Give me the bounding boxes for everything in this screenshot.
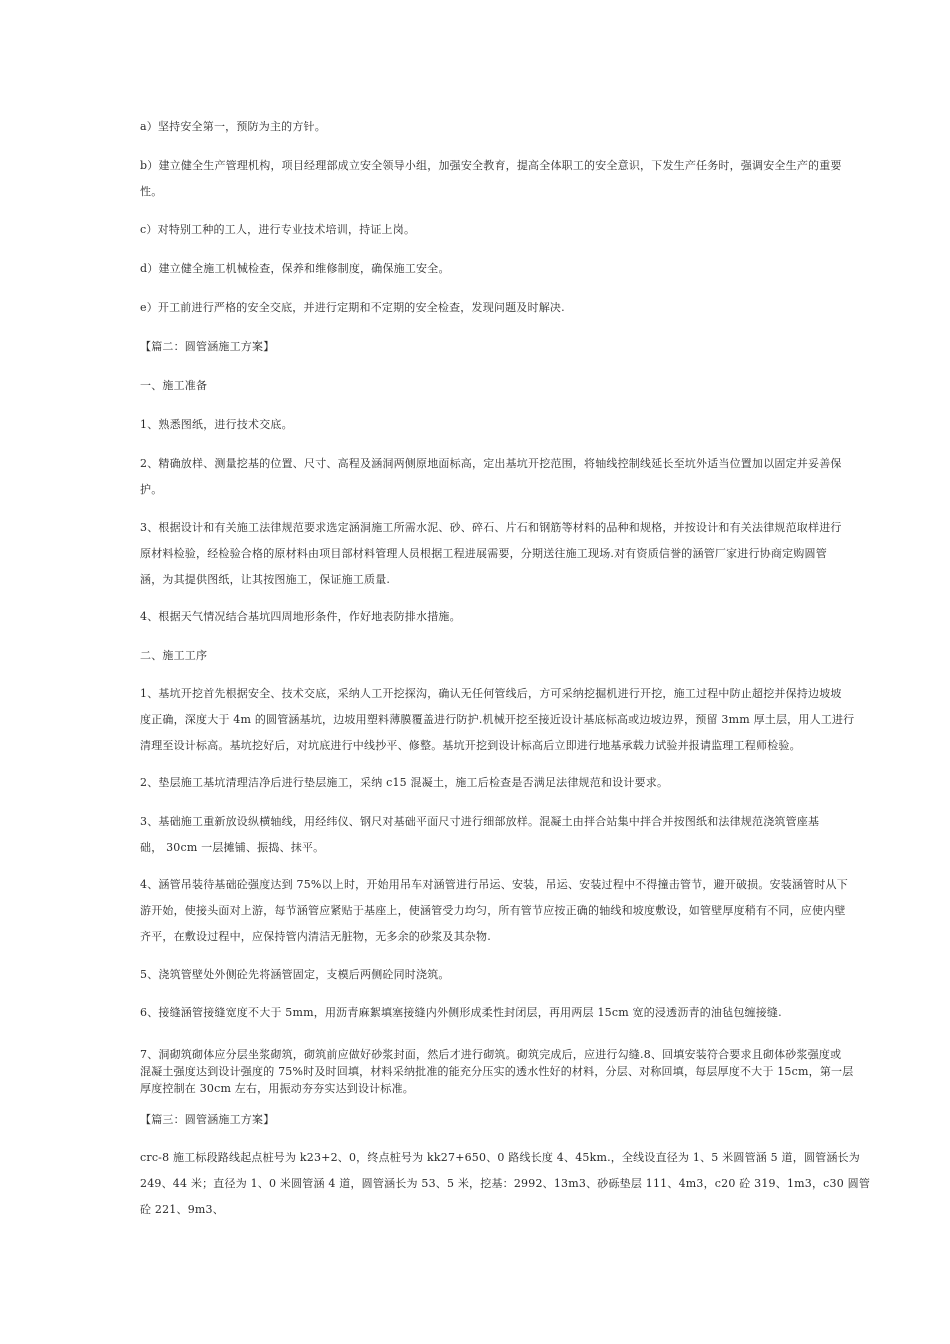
text-line: 清理至设计标高。基坑挖好后，对坑底进行中线抄平、修整。基坑开挖到设计标高后立即进行地基承载力试验并报请监理工程师检验。 [140,739,801,752]
text-line: 砼 221、9m3、 [140,1203,224,1216]
text-line: 3、基础施工重新放设纵横轴线，用经纬仪、钢尺对基础平面尺寸进行细部放样。混凝土由拌合站集中拌合并按图纸和法律规范浇筑管座基 [140,815,820,828]
text-line: crc-8 施工标段路线起点桩号为 k23+2、0，终点桩号为 kk27+650、0 路线长度 4、45km.，全线设直径为 1、5 米圆管涵 5 道，圆管涵长为 [140,1151,860,1164]
paragraph-prep-1 [140,412,814,438]
text-line: 厚度控制在 30cm 左右，用振动夯夯实达到设计标准。 [140,1082,414,1095]
text-line: 础， 30cm 一层摊铺、振捣、抹平。 [140,841,325,854]
text-line: 7、洞砌筑砌体应分层坐浆砌筑，砌筑前应做好砂浆封面，然后才进行砌筑。砌筑完成后，应进行勾缝.8、回填安装符合要求且砌体砂浆强度或 [140,1048,842,1061]
paragraph-process-7 [140,1046,854,1097]
text-line: 4、涵管吊装待基础砼强度达到 75%以上时，开始用吊车对涵管进行吊运、安装，吊运、安装过程中不得撞击管节，避开破损。安装涵管时从下 [140,878,848,891]
text-line: 原材料检验，经检验合格的原材料由项目部材料管理人员根据工程进展需要，分期送往施工现场.对有资质信誉的涵管厂家进行协商定购圆管 [140,547,827,560]
text-line: 性。 [140,185,163,198]
paragraph-process-6 [140,1000,814,1026]
section-heading-3 [140,1107,814,1133]
text-line: 249、44 米；直径为 1、0 米圆管涵 4 道，圆管涵长为 53、5 米，挖基：2992、13m3、砂砾垫层 111、4m3，c20 砼 319、1m3，c30 圆管 [140,1177,871,1190]
subheading-prep [140,373,814,399]
text-line: c）对特别工种的工人，进行专业技术培训，持证上岗。 [140,223,416,236]
text-line: 2、垫层施工基坑清理洁净后进行垫层施工，采纳 c15 混凝土，施工后检查是否满足法律规范和设计要求。 [140,776,669,789]
paragraph-b [140,153,842,205]
text-line: 2、精确放样、测量挖基的位置、尺寸、高程及涵洞两侧原地面标高，定出基坑开挖范围，将轴线控制线延长至坑外适当位置加以固定并妥善保 [140,457,842,470]
text-line: 3、根据设计和有关施工法律规范要求选定涵洞施工所需水泥、砂、碎石、片石和钢筋等材料的品种和规格，并按设计和有关法律规范取样进行 [140,521,842,534]
text-line: 4、根据天气情况结合基坑四周地形条件，作好地表防排水措施。 [140,610,461,623]
text-line: 1、基坑开挖首先根据安全、技术交底，采纳人工开挖探沟，确认无任何管线后，方可采纳挖掘机进行开挖，施工过程中防止超挖并保持边坡坡 [140,687,842,700]
paragraph-prep-4 [140,604,814,630]
text-line: 齐平，在敷设过程中，应保持管内清洁无脏物，无多余的砂浆及其杂物. [140,930,491,943]
paragraph-process-4 [140,872,848,950]
paragraph-a [140,114,814,140]
text-line: 【篇三：圆管涵施工方案】 [140,1113,275,1126]
paragraph-prep-3 [140,515,842,593]
subheading-process [140,643,814,669]
section-heading-2 [140,334,814,360]
text-line: 二、施工工序 [140,649,208,662]
paragraph-project-overview [140,1145,871,1223]
text-line: 混凝土强度达到设计强度的 75%时及时回填，材料采纳批准的能充分压实的透水性好的材料，分层、对称回填，每层厚度不大于 15cm，第一层 [140,1065,854,1078]
text-line: 1、熟悉图纸，进行技术交底。 [140,418,293,431]
text-line: b）建立健全生产管理机构，项目经理部成立安全领导小组，加强安全教育，提高全体职工的安全意识，下发生产任务时，强调安全生产的重要 [140,159,842,172]
paragraph-c [140,217,814,243]
text-line: 6、接缝涵管接缝宽度不大于 5mm，用沥青麻絮填塞接缝内外侧形成柔性封闭层，再用两层 15cm 宽的浸透沥青的油毡包缠接缝. [140,1006,782,1019]
paragraph-d [140,256,814,282]
paragraph-process-2 [140,770,814,796]
text-line: 护。 [140,483,163,496]
text-line: d）建立健全施工机械检查，保养和维修制度，确保施工安全。 [140,262,450,275]
text-line: 【篇二：圆管涵施工方案】 [140,340,275,353]
text-line: e）开工前进行严格的安全交底，并进行定期和不定期的安全检查，发现问题及时解决. [140,301,565,314]
paragraph-e [140,295,814,321]
text-line: 涵，为其提供图纸，让其按图施工，保证施工质量. [140,573,391,586]
text-line: 度正确，深度大于 4m 的圆管涵基坑，边坡用塑料薄膜覆盖进行防护.机械开挖至接近设计基底标高或边坡边界，预留 3mm 厚土层，用人工进行 [140,713,855,726]
text-line: 一、施工准备 [140,379,208,392]
paragraph-process-1 [140,681,855,759]
text-line: a）坚持安全第一，预防为主的方针。 [140,120,326,133]
paragraph-prep-2 [140,451,842,503]
paragraph-process-5 [140,962,814,988]
paragraph-process-3 [140,809,820,861]
text-line: 5、浇筑管壁处外侧砼先将涵管固定，支模后两侧砼同时浇筑。 [140,968,450,981]
text-line: 游开始，使接头面对上游，每节涵管应紧贴于基座上，使涵管受力均匀，所有管节应按正确的轴线和坡度敷设，如管壁厚度稍有不同，应使内壁 [140,904,846,917]
